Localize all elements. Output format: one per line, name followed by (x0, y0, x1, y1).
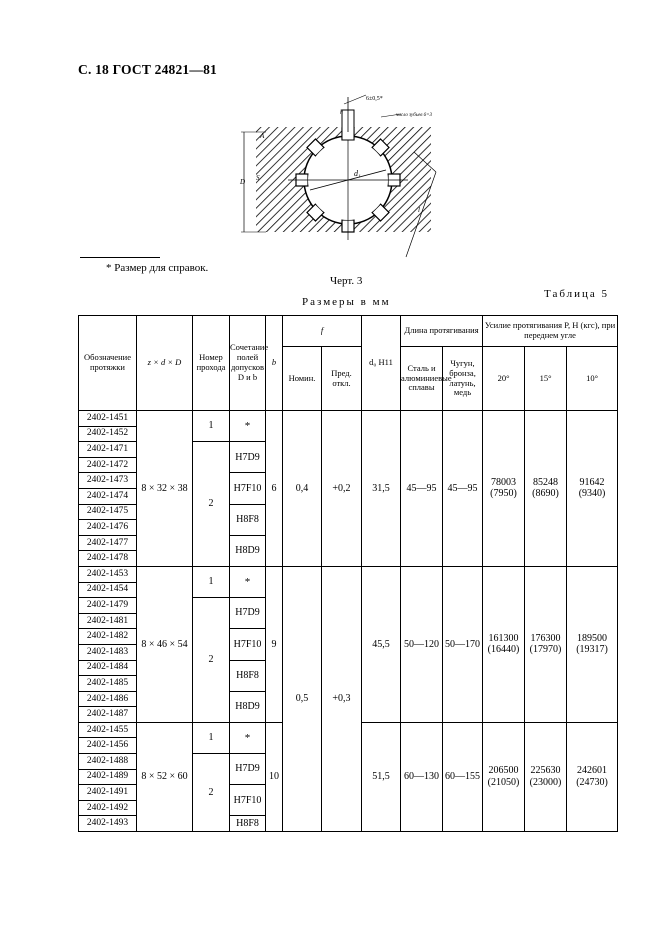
table-row-code: 2402-1478 (79, 551, 137, 567)
b-cell: 9 (266, 566, 283, 722)
D-label: D (240, 178, 246, 186)
zdD-cell: 8 × 46 × 54 (137, 566, 193, 722)
pass-cell: 1 (193, 722, 230, 753)
table-row-code: 2402-1485 (79, 676, 137, 692)
s-label: S (256, 174, 260, 182)
table-row-code: 2402-1489 (79, 769, 137, 785)
table-row-code: 2402-1456 (79, 738, 137, 754)
d1-label: d₁ (354, 169, 361, 178)
broach-cross-section-drawing (236, 92, 458, 260)
table-row-code: 2402-1474 (79, 488, 137, 504)
table-row-code: 2402-1493 (79, 816, 137, 832)
table-row-code: 2402-1452 (79, 426, 137, 442)
len-steel-cell: 60—130 (401, 722, 443, 831)
fit-cell: H7F10 (230, 785, 266, 816)
d0-cell: 51,5 (362, 722, 401, 831)
len-iron-cell: 45—95 (443, 411, 483, 567)
len-steel-cell: 45—95 (401, 411, 443, 567)
f-nom-cell: 0,4 (283, 411, 322, 567)
tolerance-label: 6±0,5* (366, 96, 383, 102)
l-label: l (418, 206, 420, 214)
fit-cell: * (230, 566, 266, 597)
table-row-code: 2402-1473 (79, 473, 137, 489)
len-iron-cell: 60—155 (443, 722, 483, 831)
table-row-code: 2402-1481 (79, 613, 137, 629)
col-designation: Обозначение протяжки (79, 316, 137, 411)
col-force: Усилие протягивания P, Н (кгс), при переднем угле (483, 316, 618, 347)
zdD-cell: 8 × 32 × 38 (137, 411, 193, 567)
d0-cell: 31,5 (362, 411, 401, 567)
dimensions-caption: Размеры в мм (302, 296, 391, 308)
col-f-nom: Номин. (283, 347, 322, 411)
table-row-code: 2402-1476 (79, 520, 137, 536)
footnote-rule (80, 257, 160, 258)
figure-caption: Черт. 3 (330, 275, 363, 287)
fit-cell: H7D9 (230, 754, 266, 785)
col-zdD: z × d × D (137, 316, 193, 411)
fit-cell: H8F8 (230, 816, 266, 832)
pass-cell: 2 (193, 598, 230, 723)
table-row-code: 2402-1472 (79, 457, 137, 473)
p15-cell: 176300 (17970) (525, 566, 567, 722)
p15-cell: 85248 (8690) (525, 411, 567, 567)
f-dev-cell: +0,3 (322, 566, 362, 831)
teeth-label: число зубьев 6=3 (396, 113, 433, 118)
col-d0: d₀ H11 (362, 316, 401, 411)
len-steel-cell: 50—120 (401, 566, 443, 722)
b-cell: 10 (266, 722, 283, 831)
col-len-iron: Чугун, бронза, латунь, медь (443, 347, 483, 411)
col-len-steel: Сталь и алюминиевые сплавы (401, 347, 443, 411)
fit-cell: * (230, 722, 266, 753)
pass-cell: 1 (193, 411, 230, 442)
col-b: b (266, 316, 283, 411)
fit-cell: H7F10 (230, 629, 266, 660)
p10-cell: 91642 (9340) (567, 411, 618, 567)
fit-cell: H7F10 (230, 473, 266, 504)
pass-cell: 2 (193, 754, 230, 832)
broach-dimensions-table (78, 315, 618, 832)
table-row-code: 2402-1454 (79, 582, 137, 598)
fit-cell: H8D9 (230, 535, 266, 566)
A-label: A (260, 132, 265, 140)
col-f-dev: Пред. откл. (322, 347, 362, 411)
table-row-code: 2402-1455 (79, 722, 137, 738)
table-caption: Таблица 5 (544, 288, 610, 300)
pass-cell: 1 (193, 566, 230, 597)
len-iron-cell: 50—170 (443, 566, 483, 722)
f-nom-cell: 0,5 (283, 566, 322, 831)
table-row-code: 2402-1492 (79, 800, 137, 816)
table-row-code: 2402-1482 (79, 629, 137, 645)
table-row-code: 2402-1479 (79, 598, 137, 614)
p20-cell: 206500 (21050) (483, 722, 525, 831)
table-row-code: 2402-1483 (79, 644, 137, 660)
p10-cell: 189500 (19317) (567, 566, 618, 722)
col-a20: 20° (483, 347, 525, 411)
table-row-code: 2402-1491 (79, 785, 137, 801)
fit-cell: H7D9 (230, 442, 266, 473)
col-a10: 10° (567, 347, 618, 411)
fit-cell: * (230, 411, 266, 442)
d0-cell: 45,5 (362, 566, 401, 722)
col-f: f (283, 316, 362, 347)
fit-cell: H8F8 (230, 504, 266, 535)
zdD-cell: 8 × 52 × 60 (137, 722, 193, 831)
table-row-code: 2402-1453 (79, 566, 137, 582)
table-row-code: 2402-1487 (79, 707, 137, 723)
footnote: * Размер для справок. (106, 262, 209, 274)
table-row-code: 2402-1471 (79, 442, 137, 458)
table-row-code: 2402-1484 (79, 660, 137, 676)
p15-cell: 225630 (23000) (525, 722, 567, 831)
table-row-code: 2402-1488 (79, 754, 137, 770)
fit-cell: H7D9 (230, 598, 266, 629)
table-row-code: 2402-1486 (79, 691, 137, 707)
table-row-code: 2402-1477 (79, 535, 137, 551)
p20-cell: 161300 (16440) (483, 566, 525, 722)
table-row-code: 2402-1475 (79, 504, 137, 520)
p20-cell: 78003 (7950) (483, 411, 525, 567)
table-row-code: 2402-1451 (79, 411, 137, 427)
h-label: h (340, 110, 343, 116)
f-dev-cell: +0,2 (322, 411, 362, 567)
fit-cell: H8F8 (230, 660, 266, 691)
col-a15: 15° (525, 347, 567, 411)
col-length: Длина протягивания (401, 316, 483, 347)
b-cell: 6 (266, 411, 283, 567)
col-fit: Сочетание полей допусков D и b (230, 316, 266, 411)
p10-cell: 242601 (24730) (567, 722, 618, 831)
pass-cell: 2 (193, 442, 230, 567)
col-pass: Номер прохода (193, 316, 230, 411)
page-header: С. 18 ГОСТ 24821—81 (78, 62, 217, 77)
fit-cell: H8D9 (230, 691, 266, 722)
